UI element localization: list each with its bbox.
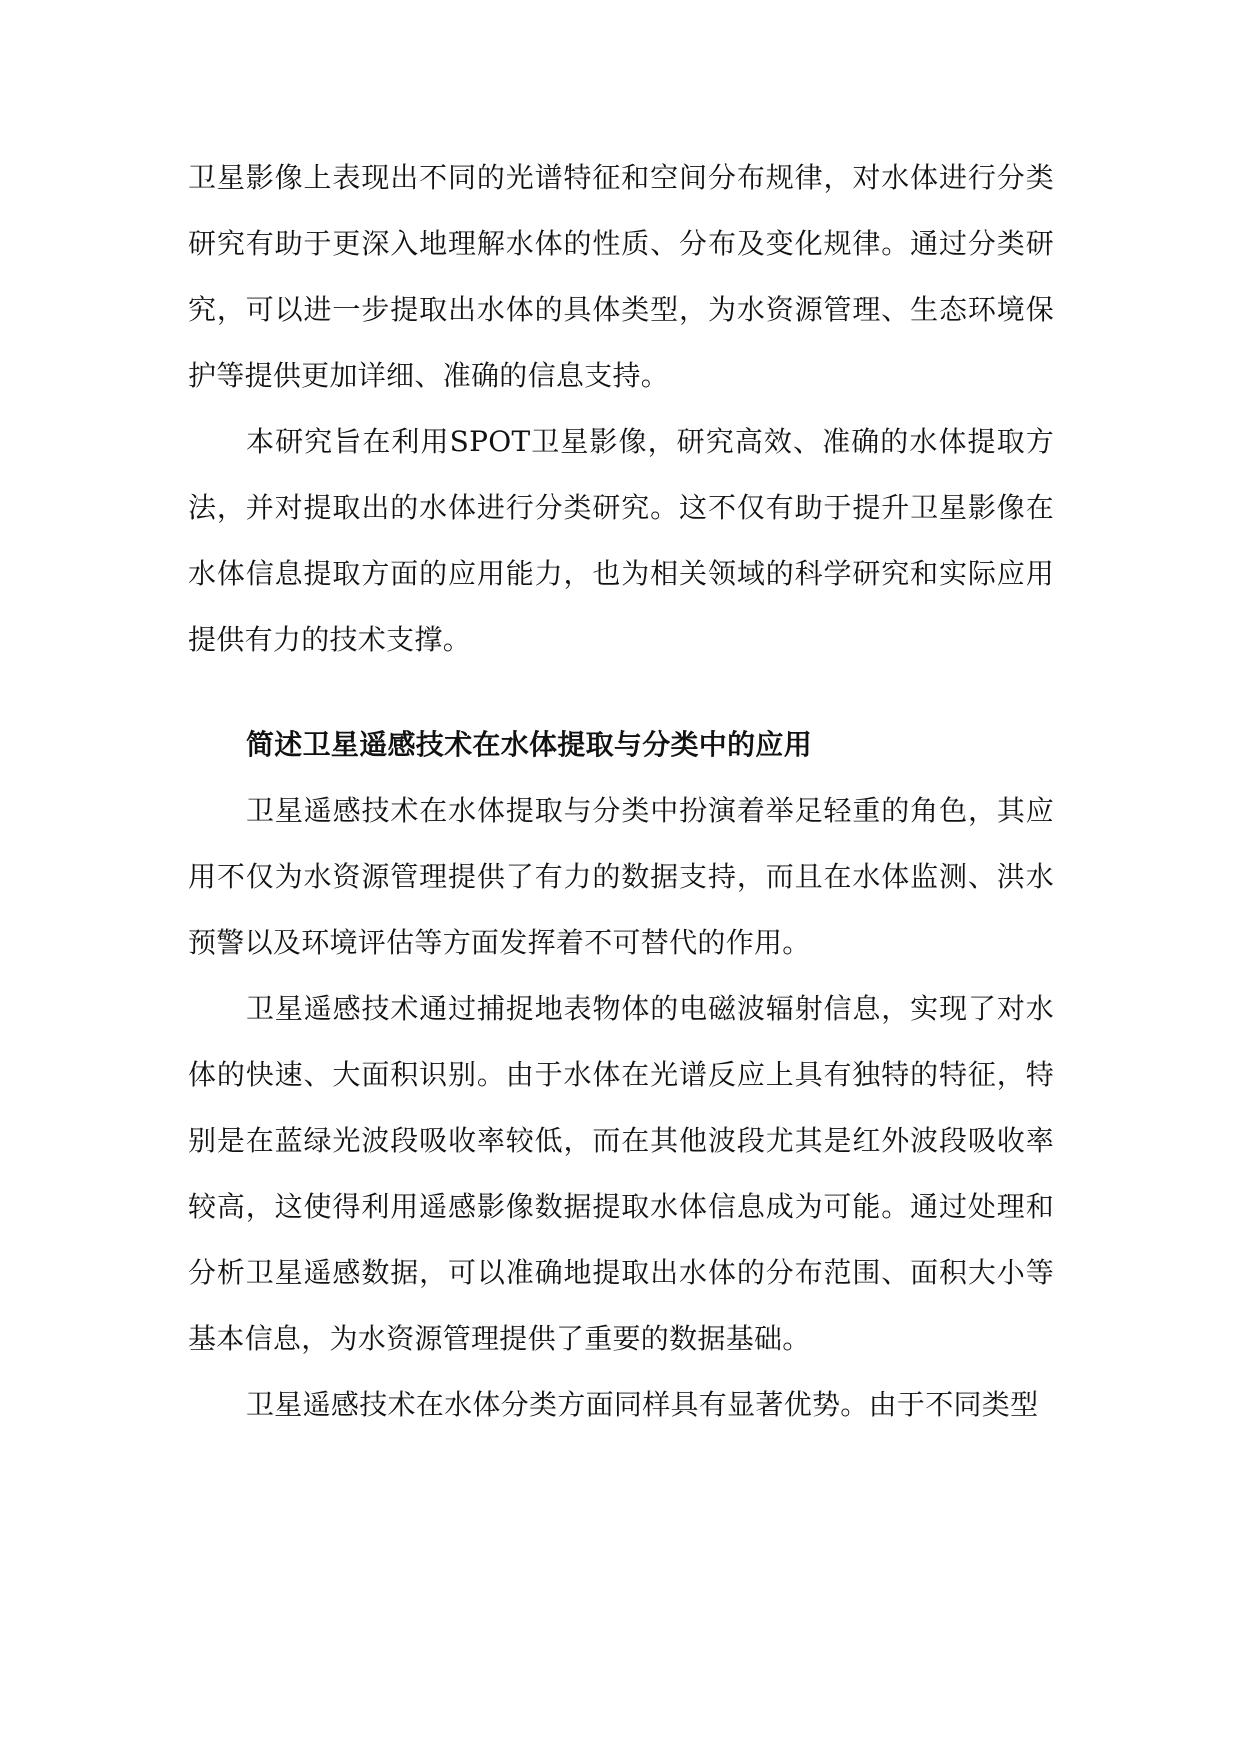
paragraph-2: 本研究旨在利用SPOT卫星影像，研究高效、准确的水体提取方法，并对提取出的水体进行分类研究。这不仅有助于提升卫星影像在水体信息提取方面的应用能力，也为相关领域的科学研究和实际应用提供有力的技术支撑。 — [188, 425, 1054, 656]
section-heading: 简述卫星遥感技术在水体提取与分类中的应用 — [246, 728, 813, 761]
paragraph-5: 卫星遥感技术在水体分类方面同样具有显著优势。由于不同类型 — [246, 1388, 1039, 1421]
paragraph-4: 卫星遥感技术通过捕捉地表物体的电磁波辐射信息，实现了对水体的快速、大面积识别。由于水体在光谱反应上具有独特的特征，特别是在蓝绿光波段吸收率较低，而在其他波段尤其是红外波段吸收率较高，这使得利用遥感影像数据提取水体信息成为可能。通过处理和分析卫星遥感数据，可以准确地提取出水体的分布范围、面积大小等基本信息，为水资源管理提供了重要的数据基础。 — [188, 992, 1054, 1355]
paragraph-1: 卫星影像上表现出不同的光谱特征和空间分布规律，对水体进行分类研究有助于更深入地理解水体的性质、分布及变化规律。通过分类研究，可以进一步提取出水体的具体类型，为水资源管理、生态环境保护等提供更加详细、准确的信息支持。 — [188, 161, 1054, 392]
document-body — [188, 145, 1054, 1438]
paragraph-3: 卫星遥感技术在水体提取与分类中扮演着举足轻重的角色，其应用不仅为水资源管理提供了有力的数据支持，而且在水体监测、洪水预警以及环境评估等方面发挥着不可替代的作用。 — [188, 794, 1054, 959]
